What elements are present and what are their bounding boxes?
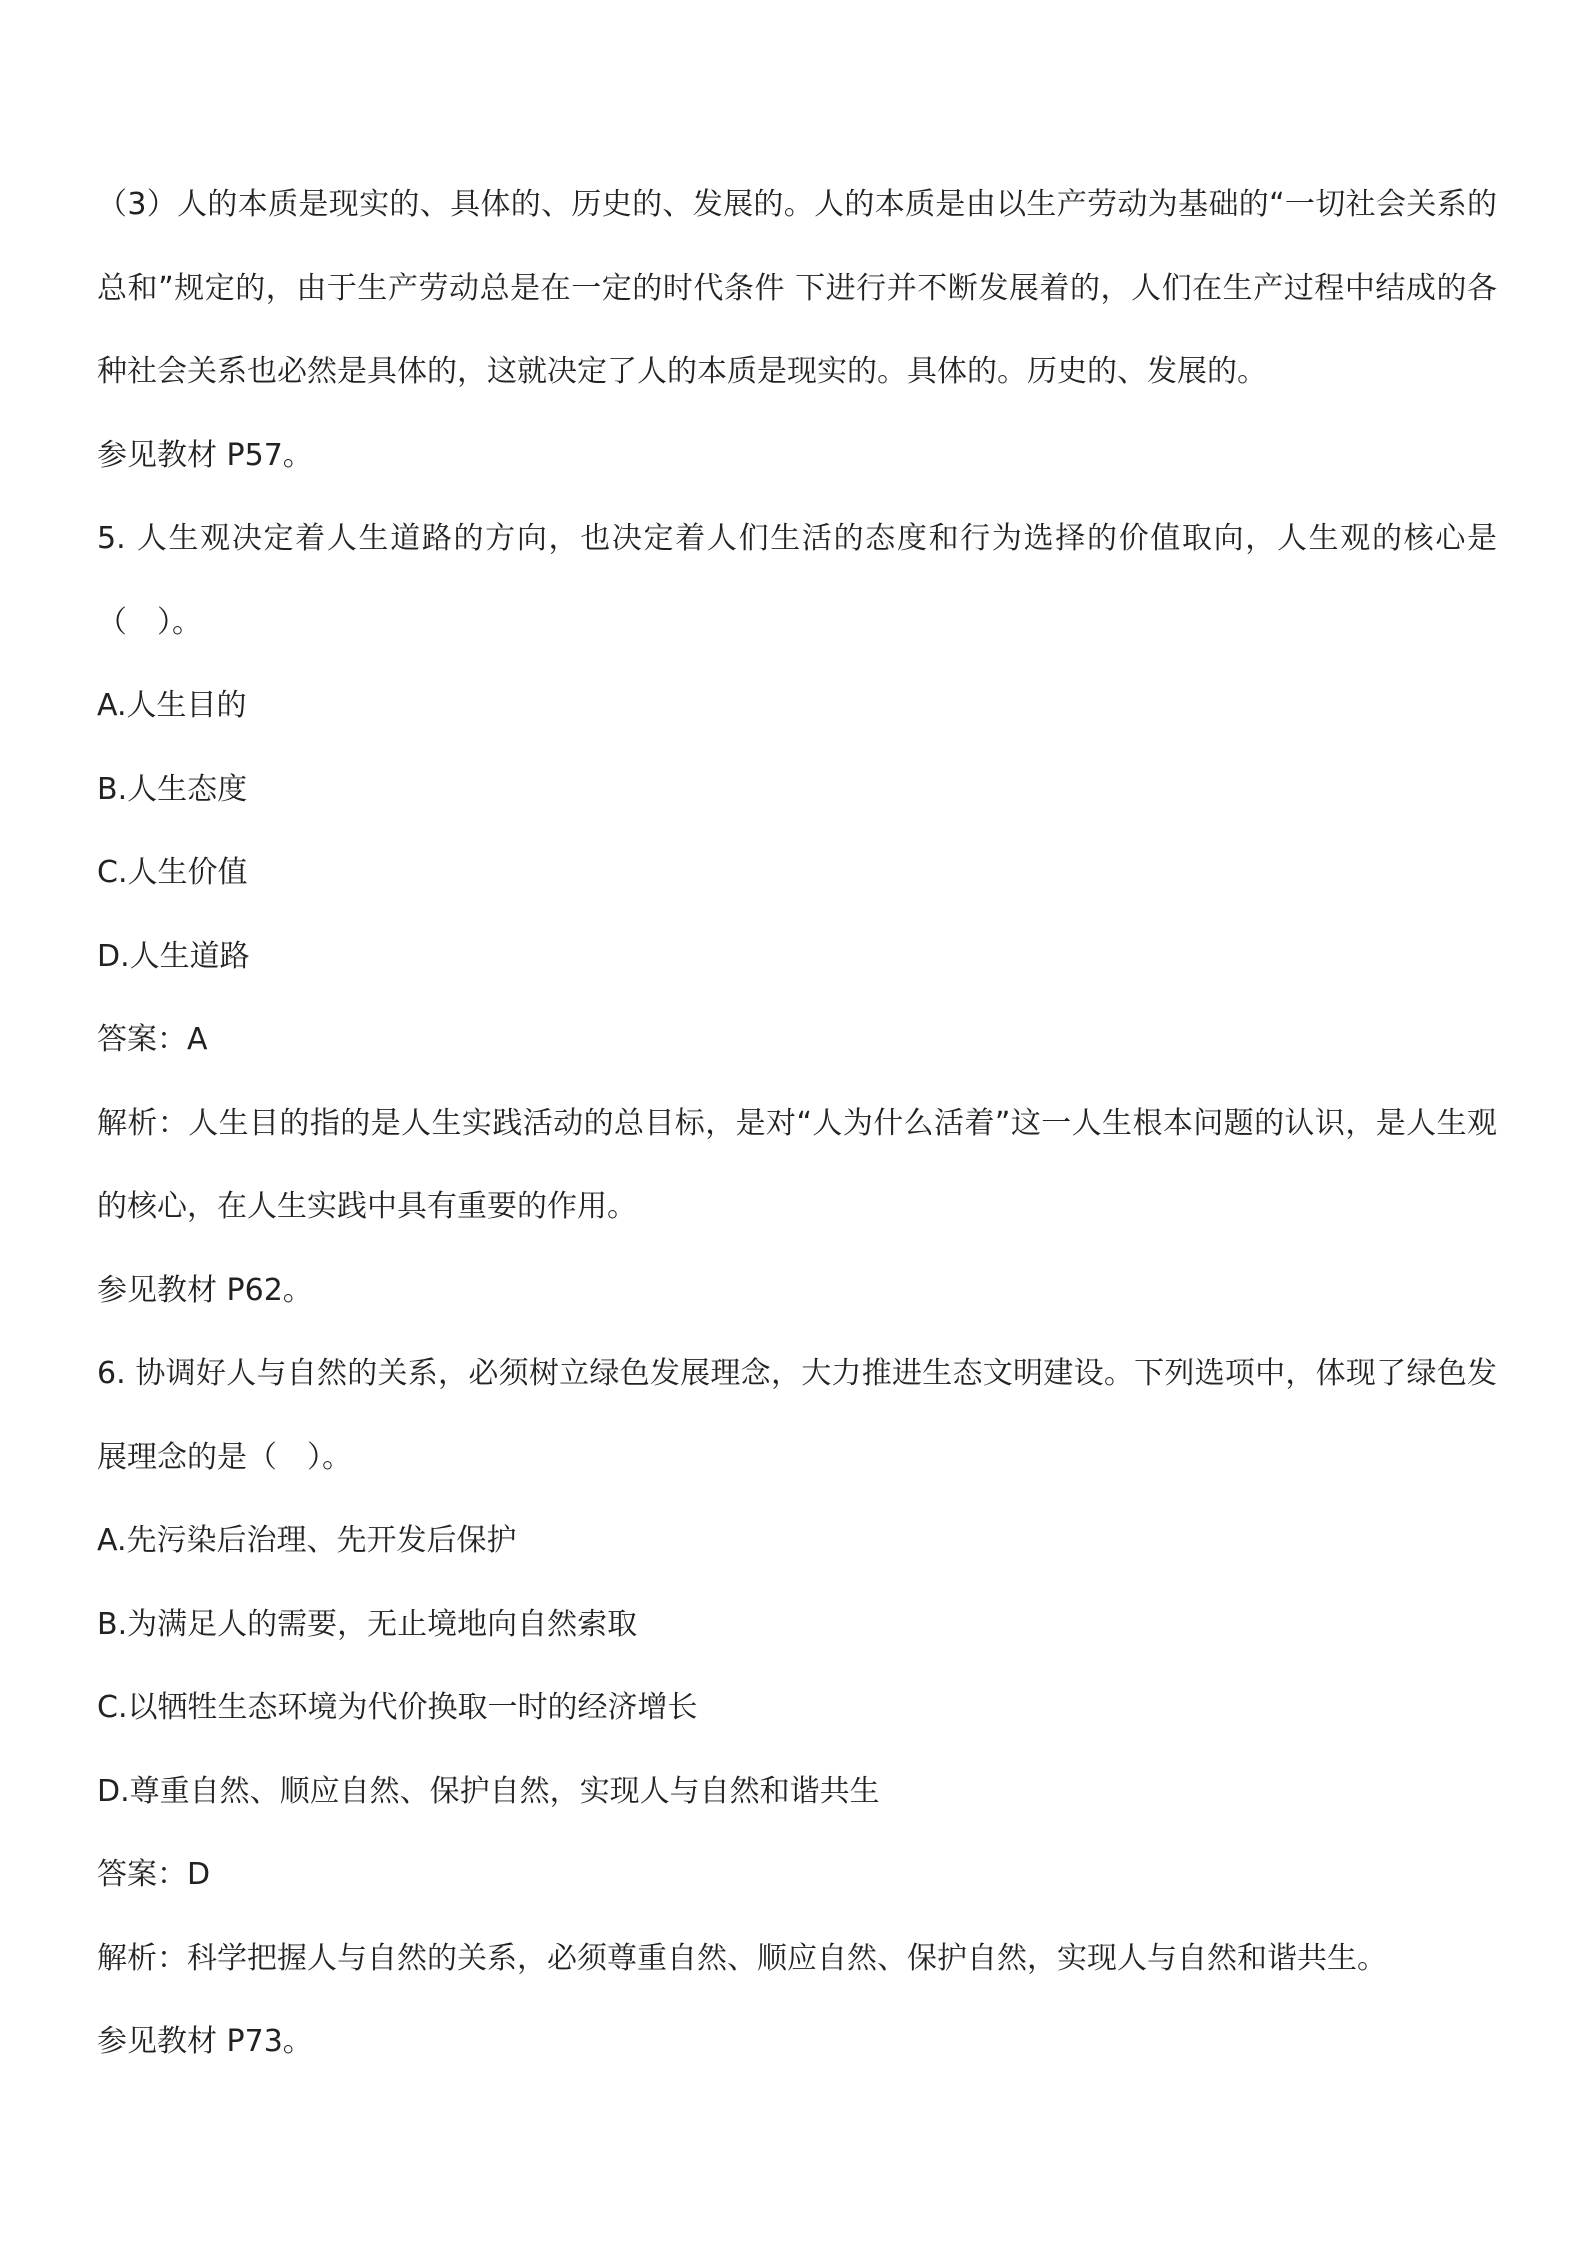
question-6-reference: 参见教材 P73。: [97, 2024, 313, 2059]
point-3-paragraph: （3）人的本质是现实的、具体的、历史的、发展的。人的本质是由以生产劳动为基础的“一切社会关系的总和”规定的，由于生产劳动总是在一定的时代条件 下进行并不断发展着的，人们在生产过程中结成的各种社会关系也必然是具体的，这就决定了人的本质是现实的。具体的。历史的、发展的。: [97, 187, 1497, 389]
question-5-explanation: 解析：人生目的指的是人生实践活动的总目标，是对“人为什么活着”这一人生根本问题的认识，是人生观的核心，在人生实践中具有重要的作用。: [97, 1105, 1497, 1224]
question-5-option-d: D.人生道路: [97, 938, 250, 974]
question-5-option-c: C.人生价值: [97, 855, 248, 890]
question-6-explanation: 解析：科学把握人与自然的关系，必须尊重自然、顺应自然、保护自然，实现人与自然和谐共生。: [97, 1940, 1387, 1976]
question-6-option-c: C.以牺牲生态环境为代价换取一时的经济增长: [97, 1690, 698, 1725]
question-6: [97, 1332, 1497, 2084]
question-5-answer: 答案：A: [97, 1022, 208, 1057]
reference-p57: 参见教材 P57。: [97, 437, 313, 473]
question-6-option-b: B.为满足人的需要，无止境地向自然索取: [97, 1606, 638, 1642]
question-6-option-d: D.尊重自然、顺应自然、保护自然，实现人与自然和谐共生: [97, 1773, 880, 1809]
question-6-option-a: A.先污染后治理、先开发后保护: [97, 1523, 517, 1558]
question-6-answer: 答案：D: [97, 1857, 211, 1892]
question-5: [97, 497, 1497, 1332]
question-5-option-b: B.人生态度: [97, 771, 248, 807]
question-5-option-a: A.人生目的: [97, 688, 247, 723]
question-5-reference: 参见教材 P62。: [97, 1272, 313, 1308]
document-body: [97, 163, 1497, 2084]
question-6-stem: 6. 协调好人与自然的关系，必须树立绿色发展理念，大力推进生态文明建设。下列选项中，体现了绿色发展理念的是（ ）。: [97, 1356, 1497, 1475]
question-5-stem: 5. 人生观决定着人生道路的方向，也决定着人们生活的态度和行为选择的价值取向，人生观的核心是（ ）。: [97, 521, 1497, 640]
